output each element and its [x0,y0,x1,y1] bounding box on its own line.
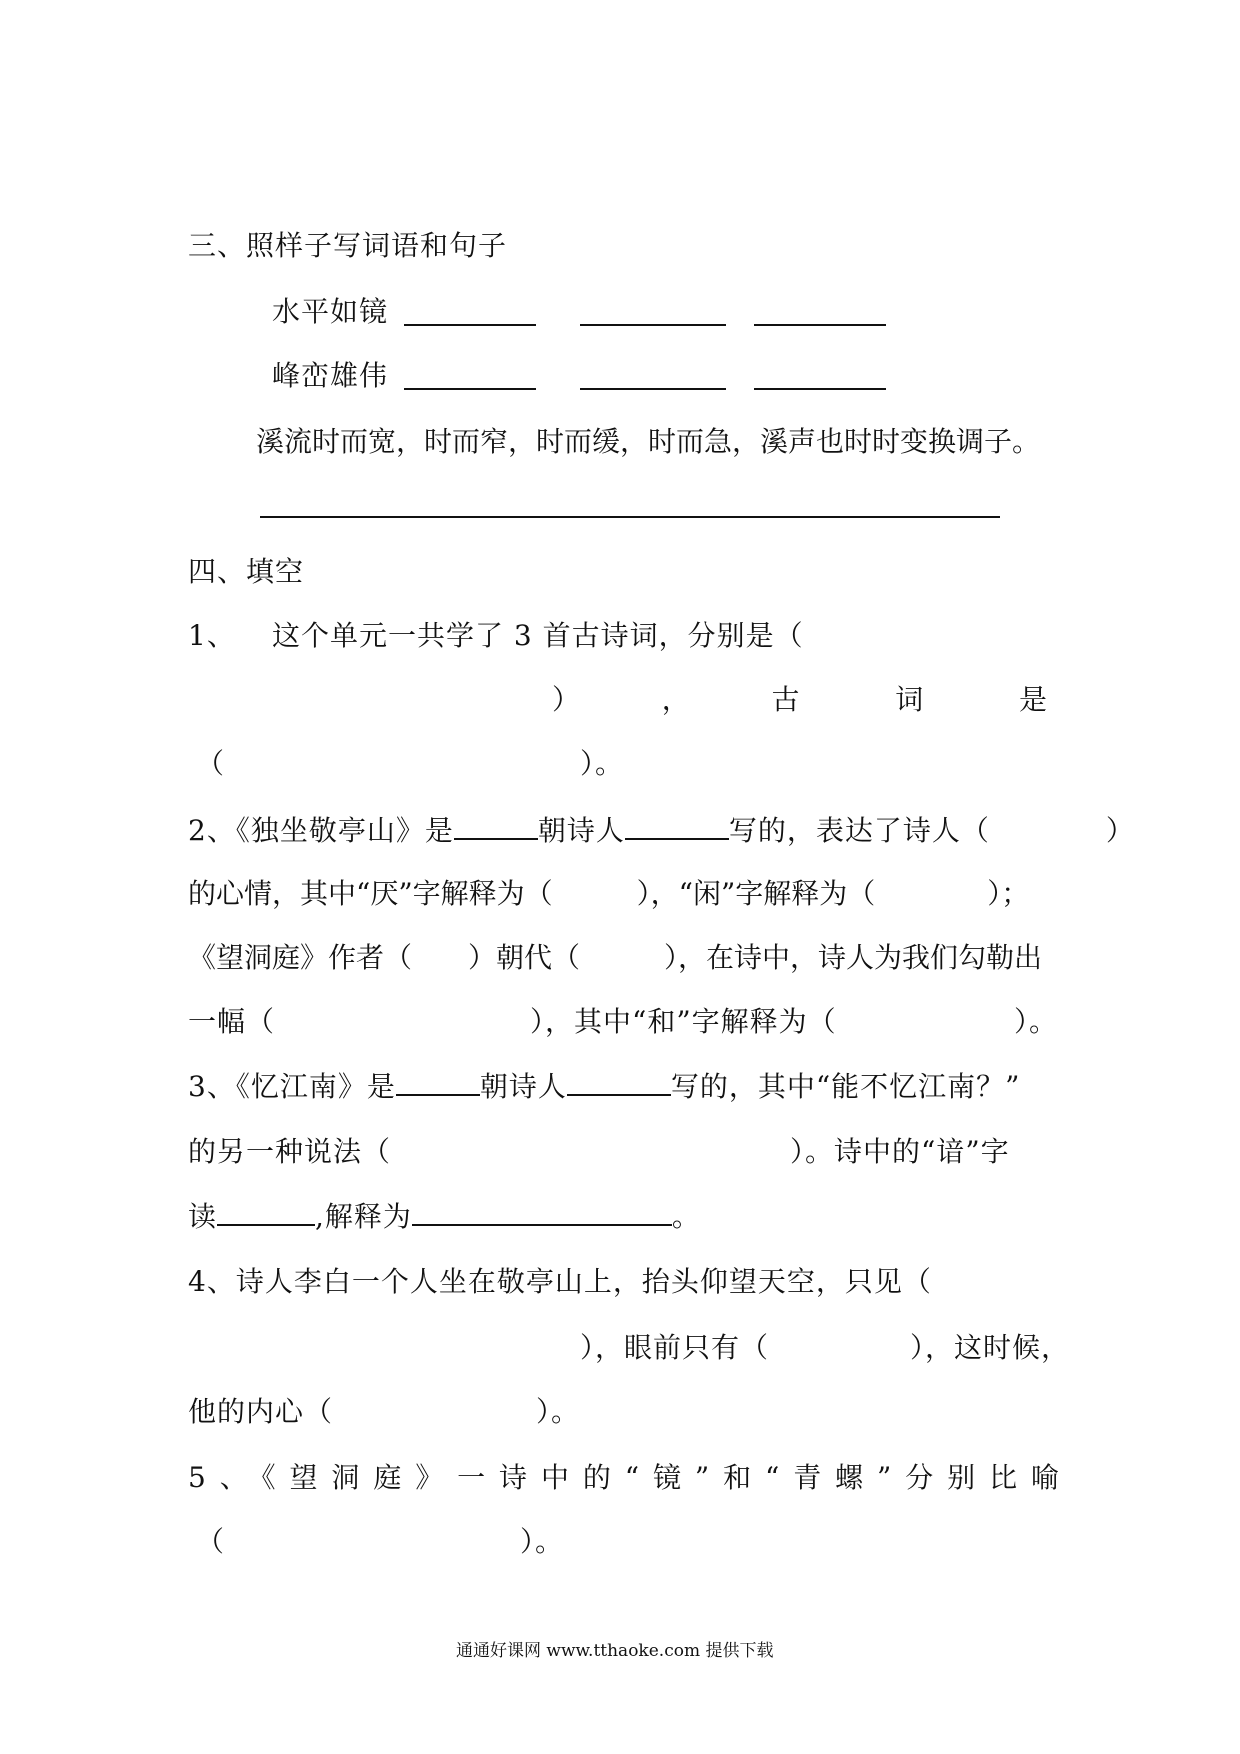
q4-line2-a: ），眼前只有（ [580,1331,770,1364]
q2-line2: 的心情，其中“厌”字解释为（ ），“闲”字解释为（ ）； [188,877,1030,910]
q3-text-end: 。 [671,1200,701,1233]
q5-line1: 5、《望洞庭》一诗中的“镜”和“青螺”分别比喻 [188,1461,1060,1494]
q3-text-c: 写的，其中“能不忆江南？” [670,1070,1021,1103]
answer-blank[interactable] [580,324,726,326]
example-sentence: 溪流时而宽，时而窄，时而缓，时而急，溪声也时时变换调子。 [256,425,1041,458]
answer-blank[interactable] [754,324,886,326]
q3-text-b: 朝诗人 [479,1070,567,1103]
q2-line1 [188,812,1135,849]
q1-line1: 这个单元一共学了 3 首古诗词，分别是（ [272,619,804,652]
q4-line3-b: ）。 [536,1395,581,1428]
q5-line2-close: ）。 [520,1525,565,1558]
q2-line4-b: ），其中“和”字解释为（ [530,1005,837,1038]
q3-text-read: 读 [188,1200,218,1233]
q4-line2-b: ），这时候， [910,1331,1071,1364]
answer-blank[interactable] [404,388,536,390]
example-word-1: 水平如镜 [272,295,389,328]
answer-blank[interactable] [580,388,726,390]
answer-blank[interactable] [754,388,886,390]
q2-line3: 《望洞庭》作者（ ）朝代（ ），在诗中，诗人为我们勾勒出 [188,941,1043,974]
section4-title: 四、填空 [188,555,305,588]
q2-line4-a: 一幅（ [188,1005,276,1038]
section3-title: 三、照样子写词语和句子 [188,229,508,262]
sentence-answer-line[interactable] [260,516,1000,518]
q3-line3 [188,1198,701,1235]
q4-line1: 4、诗人李白一个人坐在敬亭山上，抬头仰望天空，只见（ [188,1265,932,1298]
q3-text-a: 3、《忆江南》是 [188,1070,396,1103]
q1-line3-close: ）。 [580,747,625,780]
page-footer: 通通好课网 www.tthaoke.com 提供下载 [456,1641,774,1661]
q4-line3-a: 他的内心（ [188,1395,334,1428]
q2-line4-c: ）。 [1014,1005,1059,1038]
q3-text-explain: ,解释为 [315,1200,412,1233]
q1-number: 1、 [188,619,236,652]
q1-line2: ） ， 古 词 是 [552,683,1048,716]
q2-text-b: 朝诗人 [537,814,625,847]
poet-blank[interactable] [625,812,729,840]
pronunciation-blank[interactable] [217,1198,315,1226]
example-word-2: 峰峦雄伟 [272,359,389,392]
q3-line2-a: 的另一种说法（ [188,1135,392,1168]
answer-blank[interactable] [404,324,536,326]
poet-blank[interactable] [567,1068,671,1096]
dynasty-blank[interactable] [454,812,538,840]
meaning-blank[interactable] [412,1198,672,1226]
q3-line1 [188,1068,1020,1105]
q2-text-a: 2、《独坐敬亭山》是 [188,814,454,847]
q1-line3-open: （ [196,747,226,780]
dynasty-blank[interactable] [396,1068,480,1096]
q2-text-c: 写的，表达了诗人（ ） [728,814,1135,847]
q3-line2-b: ）。诗中的“谙”字 [790,1135,1010,1168]
q5-line2-open: （ [196,1525,226,1558]
